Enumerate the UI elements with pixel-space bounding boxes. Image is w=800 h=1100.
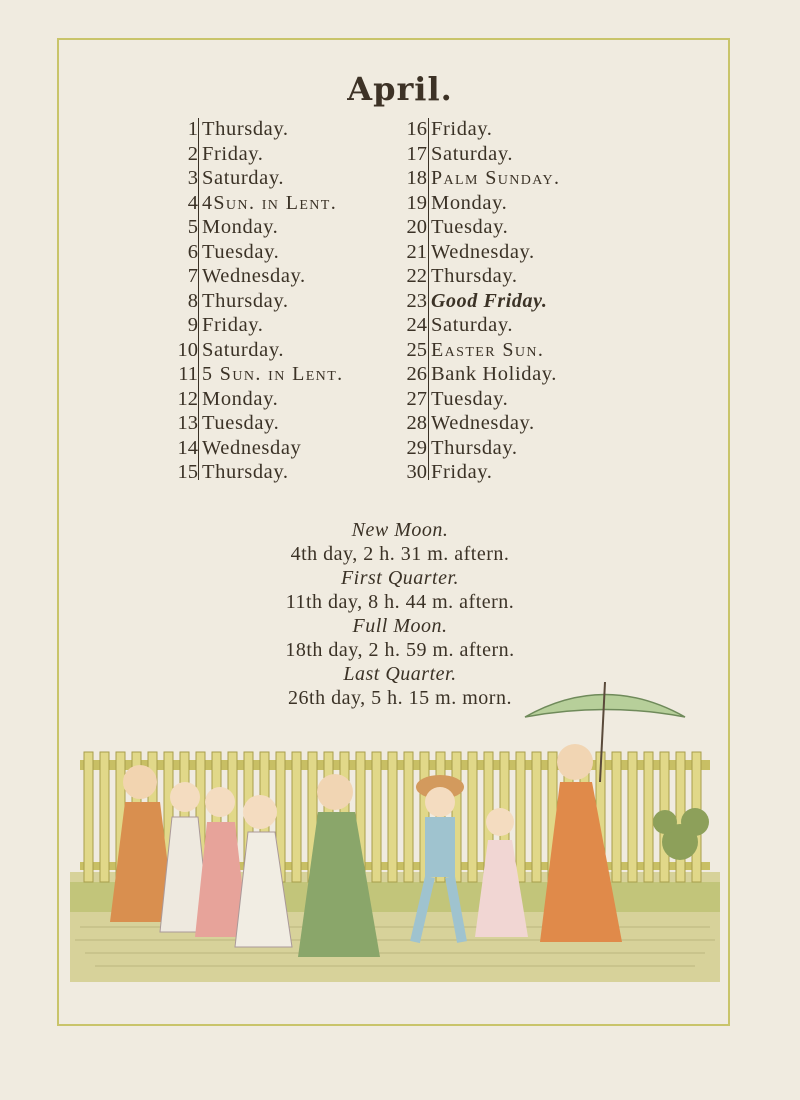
day-number: 19 bbox=[406, 191, 427, 214]
day-number: 22 bbox=[406, 265, 427, 287]
day-number: 7 bbox=[187, 265, 198, 287]
new-moon-heading: New Moon. bbox=[351, 519, 449, 541]
day-number: 10 bbox=[177, 338, 198, 361]
last-quarter-time: 26th day, 5 h. 15 m. morn. bbox=[288, 687, 512, 709]
calendar-day-row bbox=[162, 240, 344, 265]
day-number: 14 bbox=[177, 436, 198, 459]
day-label: Thursday. bbox=[202, 461, 289, 483]
calendar-day-row bbox=[162, 338, 344, 363]
calendar-day-row bbox=[162, 362, 344, 387]
day-label: Saturday. bbox=[202, 338, 285, 361]
calendar-day-row bbox=[162, 117, 344, 142]
day-label: Tuesday. bbox=[431, 216, 509, 238]
calendar-day-row bbox=[162, 264, 344, 289]
day-number: 26 bbox=[406, 363, 427, 385]
day-label: Monday. bbox=[202, 216, 279, 238]
calendar-day-row bbox=[393, 436, 560, 461]
day-number: 18 bbox=[406, 167, 427, 189]
new-moon-time: 4th day, 2 h. 31 m. aftern. bbox=[290, 543, 510, 565]
calendar-day-row bbox=[393, 117, 560, 142]
day-label: Thursday. bbox=[431, 436, 518, 459]
day-label: Wednesday. bbox=[431, 412, 535, 434]
column-rule-right bbox=[428, 118, 429, 480]
calendar-day-row bbox=[162, 411, 344, 436]
calendar-day-row bbox=[162, 313, 344, 338]
day-label: Saturday. bbox=[431, 314, 514, 336]
calendar-day-row bbox=[393, 460, 560, 485]
first-quarter-time: 11th day, 8 h. 44 m. aftern. bbox=[285, 591, 515, 613]
day-number: 17 bbox=[406, 142, 427, 165]
calendar-day-row bbox=[162, 460, 344, 485]
day-label: Saturday. bbox=[431, 142, 514, 165]
day-number: 23 bbox=[406, 289, 427, 312]
calendar-day-row bbox=[162, 191, 344, 216]
day-label: Wednesday bbox=[202, 436, 302, 459]
day-number: 25 bbox=[406, 338, 427, 361]
day-label: Friday. bbox=[202, 142, 264, 165]
calendar-day-row bbox=[162, 215, 344, 240]
last-quarter-heading: Last Quarter. bbox=[343, 663, 457, 685]
day-number: 2 bbox=[187, 142, 198, 165]
calendar-day-row bbox=[393, 264, 560, 289]
children-procession-illustration bbox=[70, 672, 720, 992]
day-number: 1 bbox=[187, 118, 198, 140]
calendar-day-row bbox=[393, 240, 560, 265]
calendar-day-row bbox=[393, 215, 560, 240]
day-label: 5 Sun. in Lent. bbox=[202, 363, 344, 385]
calendar-day-row bbox=[162, 387, 344, 412]
day-label: Thursday. bbox=[202, 289, 289, 312]
day-label: Monday. bbox=[202, 387, 279, 410]
day-number: 20 bbox=[406, 216, 427, 238]
day-label: Good Friday. bbox=[431, 289, 548, 312]
calendar-column-left bbox=[162, 117, 344, 485]
full-moon-time: 18th day, 2 h. 59 m. aftern. bbox=[285, 639, 515, 661]
month-title: April. bbox=[347, 70, 453, 108]
day-number: 28 bbox=[406, 412, 427, 434]
day-label: Saturday. bbox=[202, 167, 285, 189]
calendar-column-right bbox=[393, 117, 560, 485]
day-number: 9 bbox=[187, 314, 198, 336]
day-number: 29 bbox=[406, 436, 427, 459]
day-number: 6 bbox=[187, 240, 198, 263]
calendar-day-row bbox=[393, 387, 560, 412]
calendar-day-row bbox=[162, 289, 344, 314]
day-number: 27 bbox=[406, 387, 427, 410]
calendar-day-row bbox=[162, 436, 344, 461]
calendar-day-row bbox=[393, 313, 560, 338]
calendar-day-row bbox=[162, 166, 344, 191]
day-label: Friday. bbox=[431, 461, 493, 483]
calendar-day-row bbox=[393, 166, 560, 191]
calendar-day-row bbox=[393, 142, 560, 167]
day-number: 24 bbox=[406, 314, 427, 336]
calendar-day-row bbox=[393, 289, 560, 314]
day-number: 4 bbox=[187, 191, 198, 214]
day-label: Tuesday. bbox=[202, 240, 280, 263]
day-label: 4Sun. in Lent. bbox=[202, 191, 338, 214]
calendar-day-row bbox=[393, 338, 560, 363]
day-label: Tuesday. bbox=[431, 387, 509, 410]
day-label: Thursday. bbox=[431, 265, 518, 287]
full-moon-heading: Full Moon. bbox=[352, 615, 448, 637]
day-label: Tuesday. bbox=[202, 412, 280, 434]
day-number: 15 bbox=[177, 461, 198, 483]
first-quarter-heading: First Quarter. bbox=[340, 567, 460, 589]
calendar-day-row bbox=[393, 191, 560, 216]
day-number: 13 bbox=[177, 412, 198, 434]
calendar-day-row bbox=[393, 362, 560, 387]
calendar-day-row bbox=[162, 142, 344, 167]
day-number: 30 bbox=[406, 461, 427, 483]
column-rule-left bbox=[198, 118, 199, 480]
day-label: Bank Holiday. bbox=[431, 363, 558, 385]
day-number: 21 bbox=[406, 240, 427, 263]
calendar-day-row bbox=[393, 411, 560, 436]
day-label: Palm Sunday. bbox=[431, 167, 561, 189]
day-number: 3 bbox=[187, 167, 198, 189]
day-label: Thursday. bbox=[202, 118, 289, 140]
day-label: Monday. bbox=[431, 191, 508, 214]
day-number: 11 bbox=[178, 363, 198, 385]
day-number: 12 bbox=[177, 387, 198, 410]
day-number: 8 bbox=[187, 289, 198, 312]
day-number: 16 bbox=[406, 118, 427, 140]
day-label: Wednesday. bbox=[431, 240, 535, 263]
day-label: Easter Sun. bbox=[431, 338, 545, 361]
day-label: Wednesday. bbox=[202, 265, 306, 287]
day-label: Friday. bbox=[202, 314, 264, 336]
day-number: 5 bbox=[187, 216, 198, 238]
day-label: Friday. bbox=[431, 118, 493, 140]
